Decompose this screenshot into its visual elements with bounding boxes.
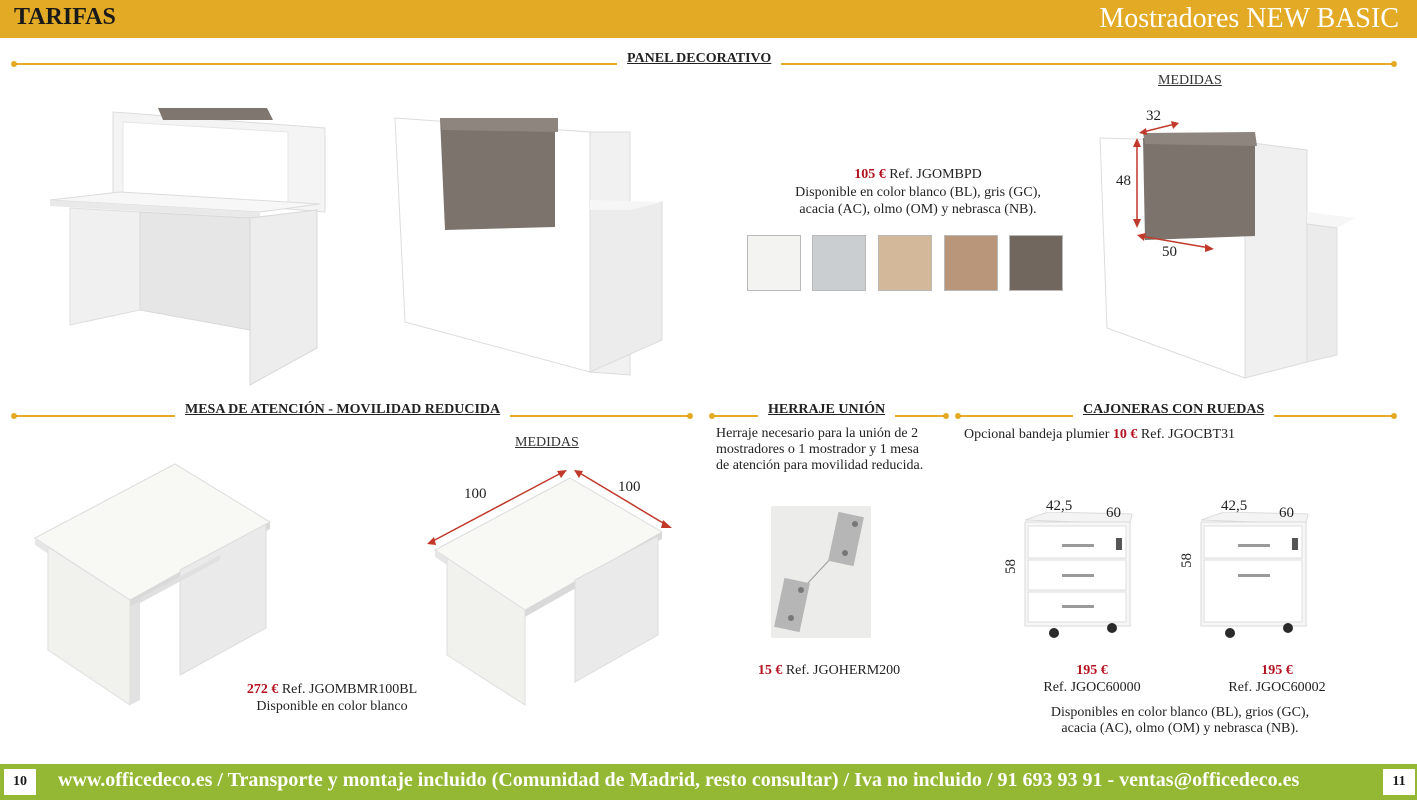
cajonera-1-dim-h: 58 <box>1003 559 1019 574</box>
page-title: TARIFAS <box>14 4 116 30</box>
herraje-desc-1: Herraje necesario para la unión de 2 <box>716 426 919 441</box>
counter-front-image <box>45 100 335 390</box>
cajoneras-optional-price: 10 € <box>1112 427 1138 442</box>
panel-dim-top: 32 <box>1146 108 1161 124</box>
section-title-cajoneras: CAJONERAS CON RUEDAS <box>1073 402 1274 418</box>
cajonera-1-dim-d: 60 <box>1106 505 1121 521</box>
mesa-image <box>30 460 275 710</box>
swatch-acacia <box>878 235 932 291</box>
panel-ref: Ref. JGOMBPD <box>889 167 982 182</box>
page-number-left: 10 <box>4 769 36 795</box>
catalog-title: Mostradores NEW BASIC <box>1099 3 1399 34</box>
cajonera-2-dim-h: 58 <box>1179 553 1195 568</box>
cajoneras-availability-2: acacia (AC), olmo (OM) y nebrasca (NB). <box>1061 721 1299 736</box>
footer-contact-text: www.officedeco.es / Transporte y montaje incluido (Comunidad de Madrid, resto consultar) / Iva no incluido / 91 693 93 91 - ventas@officedeco.es <box>58 769 1300 791</box>
mesa-dim-left: 100 <box>464 486 487 502</box>
mesa-dimension-image <box>425 470 675 710</box>
herraje-image <box>771 506 871 638</box>
swatch-gris <box>812 235 866 291</box>
mesa-price-line <box>182 681 482 698</box>
cajonera-1-ref: Ref. JGOC60000 <box>1043 680 1141 695</box>
cajonera-2-price: 195 € <box>1261 663 1293 678</box>
cajoneras-availability-1: Disponibles en color blanco (BL), grios (GC), <box>1050 705 1310 720</box>
header-bar <box>0 0 1417 38</box>
footer-bar <box>0 764 1417 800</box>
cajoneras-optional-line <box>964 426 1364 443</box>
counter-dimension-image <box>1095 120 1360 385</box>
cajoneras-optional-text: Opcional bandeja plumier <box>964 427 1110 442</box>
mesa-medidas-label: MEDIDAS <box>515 435 579 450</box>
swatch-blanco <box>747 235 801 291</box>
counter-back-image <box>390 110 675 385</box>
section-title-herraje: HERRAJE UNIÓN <box>758 402 895 418</box>
herraje-desc-3: de atención para movilidad reducida. <box>716 458 924 473</box>
panel-price-line <box>753 166 1083 183</box>
cajonera-2-ref: Ref. JGOC60002 <box>1228 680 1326 695</box>
cajonera-1-price: 195 € <box>1076 663 1108 678</box>
mesa-availability: Disponible en color blanco <box>256 699 408 714</box>
section-title-mesa: MESA DE ATENCIÓN - MOVILIDAD REDUCIDA <box>175 402 510 418</box>
mesa-dim-right: 100 <box>618 479 641 495</box>
cajonera-1-dim-w: 42,5 <box>1046 498 1073 514</box>
cajonera-2-dim-w: 42,5 <box>1221 498 1248 514</box>
panel-medidas-label: MEDIDAS <box>1158 73 1222 88</box>
mesa-price: 272 € <box>246 682 279 697</box>
panel-availability-2: acacia (AC), olmo (OM) y nebrasca (NB). <box>799 202 1037 217</box>
herraje-ref: Ref. JGOHERM200 <box>785 663 901 678</box>
panel-availability-1: Disponible en color blanco (BL), gris (GC), <box>795 185 1041 200</box>
cajonera-3-drawers-image <box>1020 512 1135 642</box>
section-title-panel: PANEL DECORATIVO <box>617 51 781 67</box>
page-number-right: 11 <box>1383 769 1415 795</box>
panel-price: 105 € <box>854 167 886 182</box>
swatch-olmo <box>944 235 998 291</box>
herraje-price: 15 € <box>757 663 783 678</box>
panel-dim-height: 48 <box>1116 173 1131 189</box>
panel-dim-width: 50 <box>1162 244 1177 260</box>
swatch-nebrasca <box>1009 235 1063 291</box>
cajonera-2-drawers-image <box>1196 512 1311 642</box>
herraje-price-line <box>716 662 942 679</box>
cajoneras-optional-ref: Ref. JGOCBT31 <box>1140 427 1236 442</box>
mesa-ref: Ref. JGOMBMR100BL <box>281 682 418 697</box>
cajonera-2-dim-d: 60 <box>1279 505 1294 521</box>
herraje-desc-2: mostradores o 1 mostrador y 1 mesa <box>716 442 919 457</box>
